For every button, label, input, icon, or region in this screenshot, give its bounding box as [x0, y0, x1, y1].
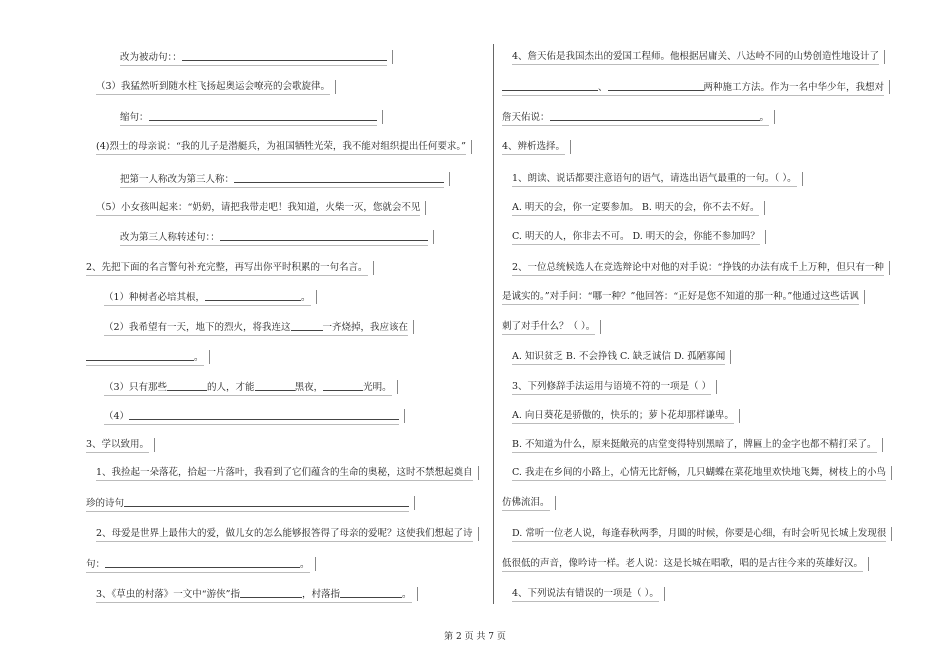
line-text: （3）我猛然听到随水柱飞扬起奥运会嘹亮的会歌旋律。 — [96, 81, 331, 92]
column-divider — [493, 44, 494, 604]
line-text: 3、下列修辞手法运用与语境不符的一项是（ ） — [512, 381, 712, 392]
left-line — [96, 80, 330, 95]
answer-blank[interactable] — [105, 557, 300, 568]
line-text: 4、下列说法有错误的一项是（ ）。 — [512, 588, 659, 599]
right-line — [512, 50, 879, 65]
line-text: 珍的诗句 — [86, 498, 125, 509]
left-line — [86, 438, 149, 453]
right-line — [512, 438, 877, 453]
left-line — [96, 587, 412, 603]
right-line — [512, 409, 734, 424]
line-text: 缩句： — [120, 112, 149, 123]
right-line — [512, 172, 797, 187]
right-line — [502, 320, 595, 335]
left-line — [96, 466, 473, 481]
answer-blank[interactable] — [323, 380, 363, 391]
left-line — [120, 230, 428, 246]
answer-blank[interactable] — [205, 290, 301, 301]
line-text: （1）种树者必培其根， — [104, 292, 206, 303]
answer-blank[interactable] — [608, 80, 704, 91]
left-line — [104, 320, 408, 336]
line-text: (4)烈士的母亲说：“我的儿子是潜艇兵，为祖国牺牲光荣，我不能对组织提出任何要求。” — [96, 141, 466, 152]
line-text: 改为被动句：： — [120, 52, 182, 63]
answer-blank[interactable] — [502, 80, 598, 91]
line-text: 。 — [759, 112, 770, 123]
line-text: ，村落指 — [302, 589, 341, 600]
line-text: （5）小女孩叫起来：“奶奶，请把我带走吧！我知道，火柴一灭，您就会不见 — [96, 202, 421, 213]
right-line — [512, 201, 759, 216]
answer-blank[interactable] — [182, 50, 387, 61]
right-line — [512, 587, 659, 602]
line-text: 两种施工方法。作为一名中华少年，我想对 — [703, 82, 885, 93]
line-text: 一齐烧掉，我应该在 — [322, 322, 409, 333]
right-line — [512, 230, 760, 245]
line-text: 2、母爱是世界上最伟大的爱，做儿女的怎么能够报答得了母亲的爱呢？这使我们想起了诗 — [96, 528, 473, 539]
answer-blank[interactable] — [129, 409, 399, 420]
line-text: A. 向日葵花是骄傲的，快乐的；萝卜花却那样谦卑。 — [512, 410, 734, 421]
left-line — [96, 527, 473, 542]
left-line — [120, 50, 387, 66]
right-line — [502, 80, 884, 96]
line-text: 2、先把下面的名言警句补充完整，再写出你平时积累的一句名言。 — [86, 262, 368, 273]
line-text: 。 — [301, 292, 311, 303]
line-text: 低很低的声音，像吟诗一样。老人说：这是长城在唱歌，唱的是古往今来的英雄好汉。 — [502, 558, 864, 569]
line-text: 黑夜， — [294, 382, 324, 393]
right-line — [502, 140, 565, 155]
line-text: 詹天佑说： — [502, 112, 550, 123]
left-line — [96, 201, 420, 216]
answer-blank[interactable] — [167, 380, 207, 391]
line-text: 。 — [300, 559, 310, 570]
line-text: 的人，才能 — [207, 382, 255, 393]
answer-blank[interactable] — [86, 350, 194, 361]
line-text: 。 — [194, 352, 204, 363]
left-line — [120, 172, 444, 188]
line-text: 是诚实的。”对手问：“哪一种？”他回答：“正好是您不知道的那一种。”他通过这些话讽 — [502, 291, 859, 302]
answer-blank[interactable] — [149, 110, 377, 121]
answer-blank[interactable] — [255, 380, 295, 391]
line-text: C. 明天的人，你非去不可。 D. 明天的会，你能不参加吗？ — [512, 231, 760, 242]
line-text: C. 我走在乡间的小路上，心情无比舒畅，几只蝴蝶在菜花地里欢快地飞舞，树枝上的小鸟 — [512, 467, 886, 478]
answer-blank[interactable] — [340, 587, 402, 598]
left-line — [96, 140, 466, 155]
line-text: A. 知识贫乏 B. 不会挣钱 C. 缺乏诚信 D. 孤陋寡闻 — [512, 351, 726, 362]
line-text: 4、詹天佑是我国杰出的爱国工程师。他根据居庸关、八达岭不同的山势创造性地设计了 — [512, 51, 880, 62]
line-text: 刺了对手什么？（ ）。 — [502, 321, 596, 332]
line-text: 1、我捡起一朵落花，拾起一片落叶，我看到了它们蕴含的生命的奥秘，这时不禁想起奠自 — [96, 467, 473, 478]
left-line — [104, 409, 399, 425]
right-line — [502, 496, 550, 511]
left-line — [86, 350, 204, 366]
line-text: （2）我希望有一天，地下的烈火，将我连这 — [104, 322, 291, 333]
line-text: 、 — [598, 82, 608, 93]
answer-blank[interactable] — [124, 496, 409, 507]
right-line — [502, 110, 769, 126]
answer-blank[interactable] — [234, 172, 444, 183]
line-text: ）。 — [779, 173, 797, 184]
line-text: 4、辨析选择。 — [502, 141, 566, 152]
answer-blank[interactable] — [220, 230, 428, 241]
answer-blank[interactable] — [240, 587, 302, 598]
right-line — [512, 527, 886, 542]
left-line — [104, 380, 392, 396]
line-text: 3、《草虫的村落》一文中“游侠”指 — [96, 589, 241, 600]
left-line — [104, 290, 311, 306]
right-line — [512, 380, 711, 395]
line-text: 3、学以致用。 — [86, 439, 150, 450]
answer-blank[interactable] — [550, 110, 760, 121]
line-text: 仿佛流泪。 — [502, 497, 550, 508]
right-line — [502, 557, 863, 572]
line-text: 。 — [402, 589, 412, 600]
line-text: 1、朗读、说话都要注意语句的语气，请选出语气最重的一句。（ — [512, 173, 780, 184]
line-text: D. 常听一位老人说，每逢春秋两季，月圆的时候，你要是心细，有时会听见长城上发现很 — [512, 528, 887, 539]
right-line — [512, 261, 884, 276]
right-line — [502, 290, 859, 305]
left-line — [86, 557, 310, 573]
line-text: B. 不知道为什么，原来挺敞亮的店堂变得特别黑暗了，牌匾上的金字也都不精打采了。 — [512, 439, 877, 450]
left-line — [86, 496, 409, 512]
line-text: 句： — [86, 559, 106, 570]
left-line — [86, 261, 368, 276]
answer-blank[interactable] — [291, 320, 323, 331]
line-text: （3）只有那些 — [104, 382, 168, 393]
line-text: 光明。 — [363, 382, 392, 393]
line-text: 改为第三人称转述句：： — [120, 232, 220, 243]
line-text: 把第一人称改为第三人称： — [120, 174, 235, 185]
right-line — [512, 466, 886, 481]
left-line — [120, 110, 377, 126]
right-line — [512, 350, 725, 365]
line-text: A. 明天的会，你一定要参加。 B. 明天的会，你不去不好。 — [512, 202, 760, 213]
line-text: （4） — [104, 411, 130, 422]
page-footer: 第 2 页 共 7 页 — [444, 632, 506, 642]
line-text: 2、一位总统候选人在竞选辩论中对他的对手说：“挣钱的办法有成千上万种，但只有一种 — [512, 262, 884, 273]
